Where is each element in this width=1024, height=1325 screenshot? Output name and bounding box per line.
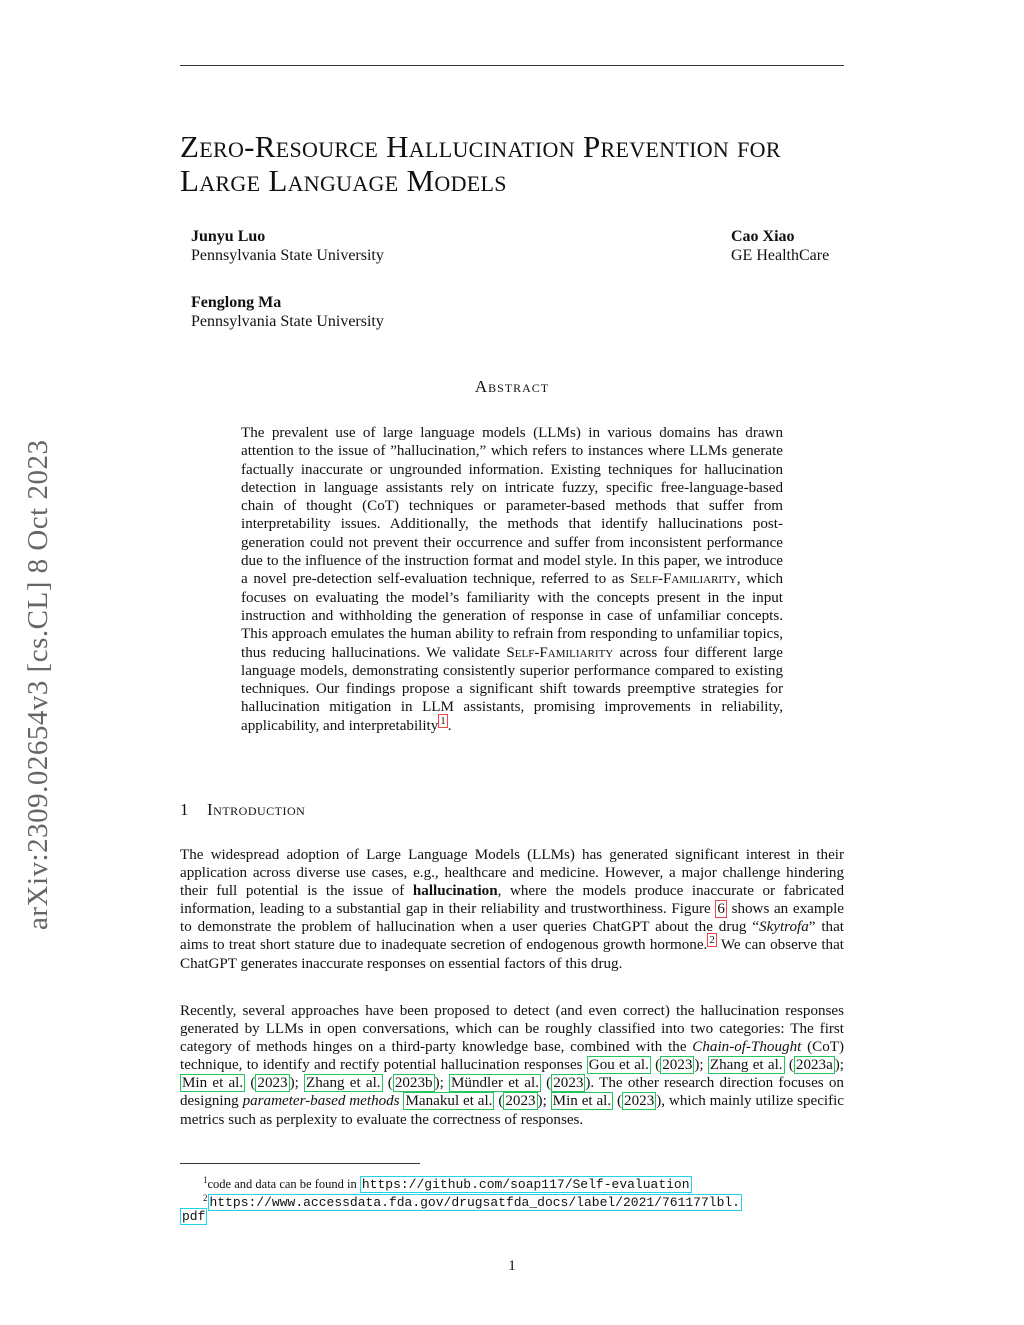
- citation-year-link[interactable]: 2023: [257, 1075, 288, 1092]
- abstract-text: The prevalent use of large language models (LLMs) in various domains has drawn attention to the issue of ”hallucination,” which refers to instances where LLMs generate factually inaccurate or ungrounded information. Existing techniques for hallucination detection in language assistants rely on intricate fuzzy, specific free-language-based chain of thought (CoT) techniques or parameter-based methods that suffer from interpretability issues. Additionally, the methods that identify hallucinations post-generation could not prevent their occurrence and suffer from inconsistent performance due to the influence of the instruction format and model style. In this paper, we introduce a novel pre-detection self-evaluation technique, referred to as: [241, 425, 783, 588]
- drug-name: Skytrofa: [759, 919, 809, 936]
- paragraph-text: The other research direction focuses on designing: [180, 1075, 844, 1110]
- footnote-url-link[interactable]: https://www.accessdata.fda.gov/drugsatfda_docs/label/2021/761177lbl.: [209, 1195, 740, 1211]
- footnote-url-link[interactable]: pdf: [182, 1209, 206, 1224]
- footnote-mark: 1: [203, 1175, 208, 1185]
- footnote-text: code and data can be found in: [207, 1177, 360, 1192]
- author-1: [191, 227, 384, 265]
- paragraph-text: Recently, several approaches have been proposed to detect (and even correct) the hallucination responses generated by LLMs in open conversations, which can be roughly classified into two categories: The first category of methods hinges on a third-party knowledge base, combined with the: [180, 1003, 844, 1056]
- title-line-2: Large Language Models: [180, 163, 507, 198]
- abstract-heading: Abstract: [474, 377, 550, 396]
- paragraph-text: ” that aims to treat short stature due to inadequate secretion of endogenous growth hormone.: [180, 919, 845, 954]
- title-line-1: Zero-Resource Hallucination Prevention for: [180, 129, 781, 164]
- citation-link[interactable]: Gou et al.: [588, 1057, 649, 1074]
- arxiv-stamp: arXiv:2309.02654v3 [cs.CL] 8 Oct 2023: [22, 439, 54, 930]
- footnote-rule: [180, 1163, 420, 1164]
- citation-link[interactable]: Zhang et al.: [709, 1057, 783, 1074]
- abstract-text: , which focuses on evaluating the model’s familiarity with the concepts present in the input instruction and withholding the generation of response in case of unfamiliar concepts. This approach emulates the human ability to refrain from responding to unfamiliar topics, thus reducing hallucinations. We validate: [241, 571, 784, 661]
- author-name: Cao Xiao: [731, 228, 795, 245]
- method-name: Self-Familiarity: [629, 571, 737, 588]
- author-affiliation: Pennsylvania State University: [191, 247, 384, 264]
- citation-year-link[interactable]: 2023a: [795, 1057, 833, 1074]
- author-3: [191, 293, 384, 331]
- paragraph-text: The widespread adoption of Large Language Models (LLMs) has generated significant interest in their application across diverse use cases, e.g., healthcare and medicine. However, a major challenge hindering their full potential is the issue of: [180, 847, 844, 900]
- citation-year-link[interactable]: 2023: [505, 1093, 536, 1110]
- section-title: Introduction: [207, 800, 306, 819]
- citation-link[interactable]: Min et al.: [182, 1075, 244, 1092]
- footnote-2-continued: [180, 1208, 844, 1225]
- citation-link[interactable]: Mündler et al.: [451, 1075, 539, 1092]
- intro-paragraph-1: [180, 846, 844, 973]
- author-name: Fenglong Ma: [191, 294, 282, 311]
- footnote-link[interactable]: 1: [440, 714, 446, 727]
- italic-term: Chain-of-Thought: [692, 1039, 802, 1056]
- page-number: 1: [508, 1258, 516, 1274]
- abstract-text: .: [447, 717, 452, 734]
- citation-year-link[interactable]: 2023b: [394, 1075, 433, 1092]
- italic-term: parameter-based methods: [242, 1093, 400, 1110]
- author-2: [731, 227, 829, 265]
- paragraph-text: , where the models produce inaccurate or fabricated information, leading to a substantial gap in their reliability and trustworthiness. Figure: [180, 883, 844, 918]
- paragraph-text: shows an example to demonstrate the problem of hallucination when a user queries ChatGPT about the drug “: [180, 901, 845, 936]
- paper-title: [180, 130, 880, 198]
- citation-year-link[interactable]: 2023: [624, 1093, 655, 1110]
- citation-link[interactable]: Manakul et al.: [405, 1093, 493, 1110]
- paragraph-text: We can observe that ChatGPT generates inaccurate responses on essential factors of this drug.: [180, 937, 844, 972]
- footnote-url-link[interactable]: https://github.com/soap117/Self-evaluation: [361, 1177, 690, 1193]
- top-rule: [180, 65, 844, 66]
- footnote-mark: 2: [203, 1193, 208, 1203]
- intro-paragraph-2: Recently, several approaches have been proposed to detect (and even correct) the hallucination responses generated by LLMs in open conversations, which can be roughly classified into two categories: The first category of methods hinges on a third-party knowledge base, combined with the Chain-of-Thought (CoT) technique, to identify and rectify potential hallucination responses Gou et al. ( 2023 ); Zhang et al. ( 2023a ); Min et al. ( 2023 ); Zhang et al. ( 2023b ); Mündler et al. ( 2023 ). The other research direction focuses on designing parameter-based methods Manakul et al. ( 2023 ); Min et al. ( 2023 ), which mainly utilize specific metrics such as perplexity to evaluate the correctness of responses.: [180, 1003, 845, 1128]
- footnote-link[interactable]: 2: [709, 934, 715, 947]
- abstract-text: across four different large language models, demonstrating consistently superior performance compared to existing techniques. Our findings propose a significant shift towards preemptive strategies for hallucination mitigation in LLM assistants, promising improvements in reliability, applicability, and interpretability: [241, 644, 783, 734]
- figure-link[interactable]: 6: [717, 901, 725, 918]
- abstract-body: [241, 424, 783, 735]
- method-name: Self-Familiarity: [506, 644, 614, 661]
- section-number: 1: [180, 800, 189, 819]
- paragraph-text: , which mainly utilize specific metrics such as perplexity to evaluate the correctness of responses.: [180, 1093, 845, 1128]
- author-affiliation: Pennsylvania State University: [191, 313, 384, 330]
- citation-year-link[interactable]: 2023: [553, 1075, 584, 1092]
- citation-link[interactable]: Min et al.: [552, 1093, 612, 1110]
- citation-year-link[interactable]: 2023: [662, 1057, 693, 1074]
- author-name: Junyu Luo: [191, 228, 266, 245]
- citation-link[interactable]: Zhang et al.: [306, 1075, 381, 1092]
- section-heading: [180, 800, 305, 820]
- paragraph-text: (CoT) technique, to identify and rectify potential hallucination responses: [180, 1039, 844, 1074]
- bold-term: hallucination: [412, 883, 498, 900]
- author-affiliation: GE HealthCare: [731, 247, 830, 264]
